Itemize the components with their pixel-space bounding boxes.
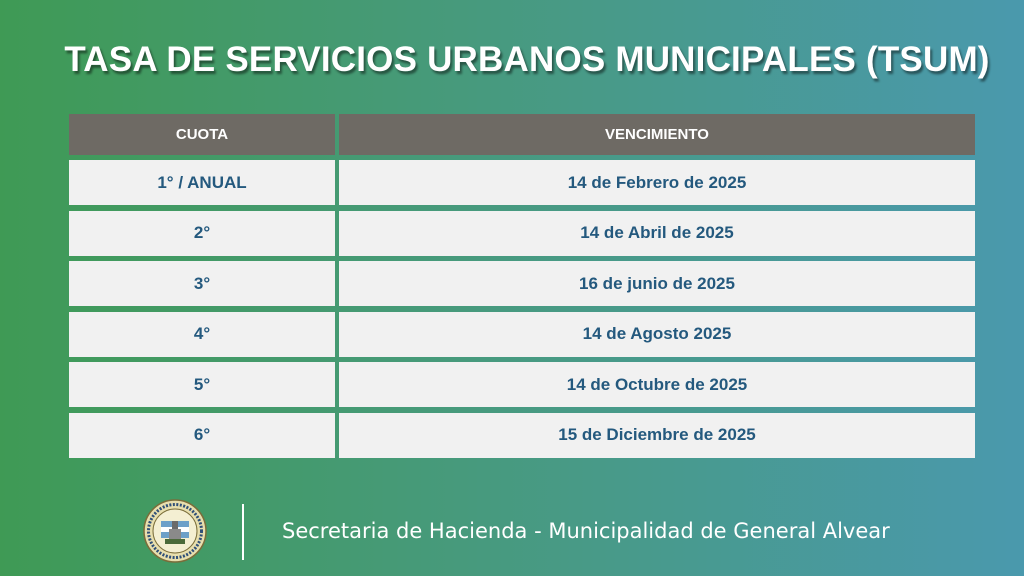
table-row: [69, 261, 975, 306]
table-row: [69, 413, 975, 458]
vencimiento-cell: 14 de Abril de 2025: [339, 211, 975, 256]
vencimiento-cell: 16 de junio de 2025: [339, 261, 975, 306]
table-row: [69, 160, 975, 205]
footer: [143, 497, 903, 563]
cuota-cell: 3°: [69, 261, 335, 306]
cuota-cell: 2°: [69, 211, 335, 256]
municipal-seal-icon: [143, 499, 207, 563]
footer-text: Secretaria de Hacienda - Municipalidad de General Alvear: [282, 519, 890, 543]
cuota-cell: 5°: [69, 362, 335, 407]
vencimiento-cell: 14 de Febrero de 2025: [339, 160, 975, 205]
header-cuota: CUOTA: [69, 114, 335, 155]
header-vencimiento: VENCIMIENTO: [339, 114, 975, 155]
schedule-table: [69, 114, 975, 458]
table-row: [69, 362, 975, 407]
table-row: [69, 312, 975, 357]
vencimiento-cell: 14 de Agosto 2025: [339, 312, 975, 357]
footer-divider: [242, 504, 244, 560]
page-title: TASA DE SERVICIOS URBANOS MUNICIPALES (TSUM): [64, 40, 990, 79]
cuota-cell: 6°: [69, 413, 335, 458]
vencimiento-cell: 15 de Diciembre de 2025: [339, 413, 975, 458]
cuota-cell: 4°: [69, 312, 335, 357]
table-row: [69, 211, 975, 256]
table-header-row: [69, 114, 975, 155]
vencimiento-cell: 14 de Octubre de 2025: [339, 362, 975, 407]
cuota-cell: 1° / ANUAL: [69, 160, 335, 205]
